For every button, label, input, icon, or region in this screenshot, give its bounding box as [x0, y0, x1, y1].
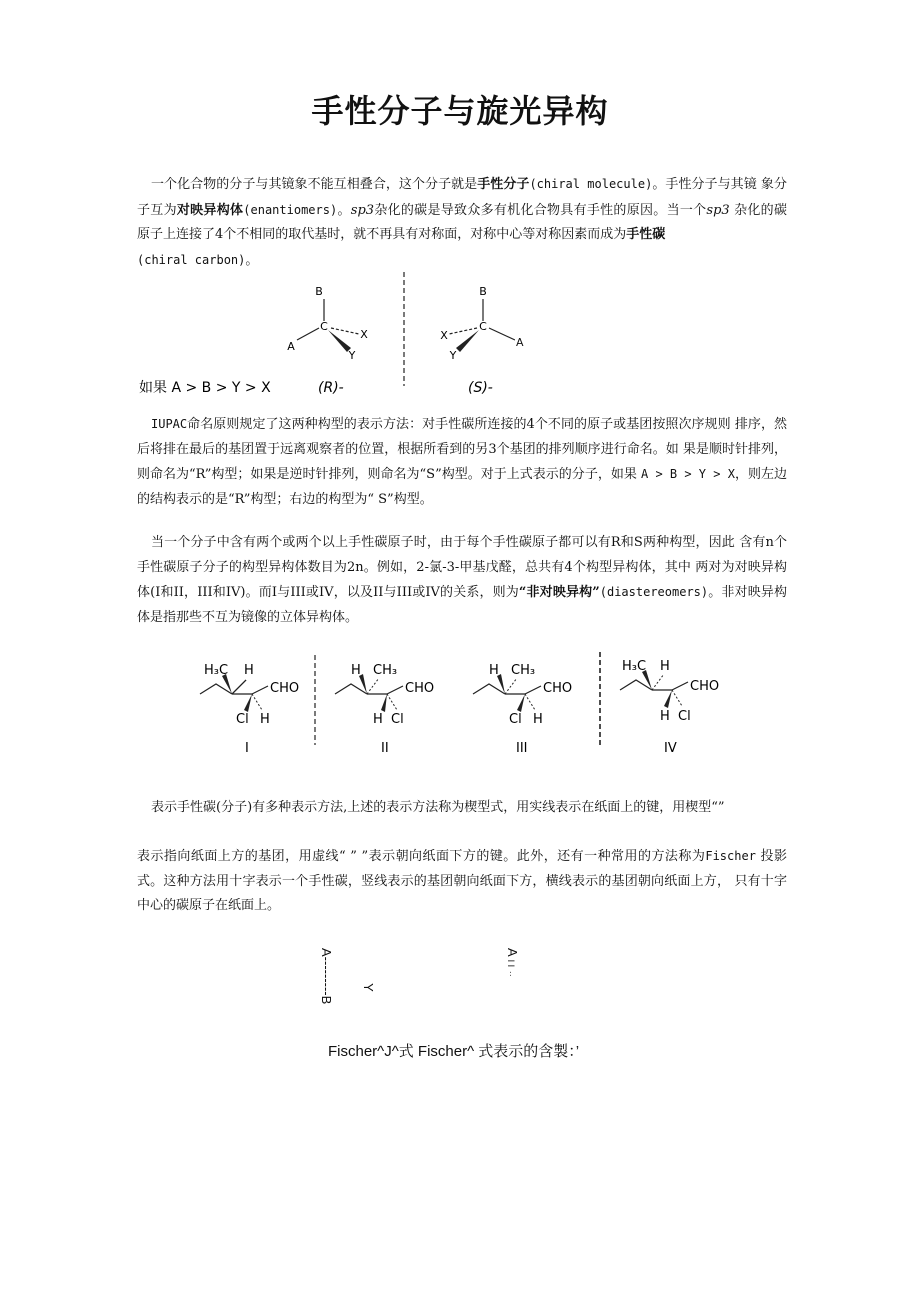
atom-c-left: C: [320, 320, 328, 333]
mol1-group: CHO: [270, 681, 300, 696]
page-title: 手性分子与旋光异构: [311, 92, 609, 130]
paragraph-chiral-molecule: 一个化合物的分子与其镜象不能互相叠合，这个分子就是手性分子(chiral molecule)。手性分子与其镜 象分子互为对映异构体(enantiomers)。sp3杂化的碳是导致众多有机化合物具有手性的原因。当一个sp3 杂化的碳原子上连接了4个不相同的取代基时，就不再具有对称面，对称中心等对称因素而成为手性碳 (chiral carbon)。: [137, 177, 787, 268]
atom-b-left: B: [315, 285, 323, 298]
mol2-group: CHO: [405, 681, 435, 696]
fischer-y-label: Y: [360, 983, 376, 992]
mol3-group: CHO: [543, 681, 573, 696]
atom-a-left: A: [287, 340, 295, 353]
mol3-top-left: H: [489, 663, 499, 678]
mol4-group: CHO: [690, 679, 720, 694]
rs-configuration-figure: [135, 268, 515, 398]
atom-c-right: C: [479, 320, 487, 333]
mol4-bottom-left: H: [660, 709, 670, 724]
mol2-numeral: II: [381, 741, 389, 756]
fischer-right-column: A I I ··: [505, 948, 520, 977]
molecule-IV: [620, 659, 719, 756]
term-diastereomers: “非对映异构”: [518, 585, 600, 600]
mol2-top-right: CH₃: [373, 663, 398, 678]
stereoisomers-figure: [195, 650, 735, 760]
term-chiral-molecule: 手性分子: [477, 177, 530, 192]
mol1-numeral: I: [245, 741, 249, 756]
mol1-top-left: H₃C: [204, 663, 229, 678]
mol1-bottom-right: H: [260, 712, 270, 727]
atom-b-right: B: [479, 285, 487, 298]
molecule-III: [473, 663, 572, 756]
atom-y-right: Y: [449, 349, 457, 362]
mol3-numeral: III: [516, 741, 528, 756]
mol3-top-right: CH₃: [511, 663, 536, 678]
atom-x-right: X: [440, 329, 448, 342]
paragraph-iupac-rules: IUPAC命名原则规定了这两种构型的表示方法：对手性碳所连接的4个不同的原子或基团按照次序规则 排序，然后将排在最后的基团置于远离观察者的位置，根据所看到的另3个基团的排列顺序进行命名。如 果是顺时针排列，则命名为“R”构型；如果是逆时针排列，则命名为“S”构型。对于上式表示的分子，如果 A > B > Y > X，则左边的结构表示的是“R”构型；右边的构型为“ S”构型。: [137, 417, 787, 507]
fischer-caption: Fischer^J^式 Fischer^ 式表示的含製：’: [328, 1043, 580, 1060]
mol3-bottom-right: H: [533, 712, 543, 727]
mol4-top-right: H: [660, 659, 670, 674]
molecule-II: [335, 663, 434, 756]
term-enantiomers: 对映异构体: [176, 202, 244, 218]
molecule-I: [200, 663, 299, 756]
atom-a-right-label: A: [516, 336, 524, 349]
mol4-bottom-right: Cl: [678, 709, 691, 724]
label-s-configuration: (S)-: [468, 380, 493, 396]
label-r-configuration: (R)-: [318, 380, 344, 396]
fischer-left-column: A---------B: [319, 948, 334, 1005]
fischer-figure: [320, 948, 540, 1033]
atom-y-left: Y: [348, 349, 356, 362]
paragraph-fischer-projection: 表示指向纸面上方的基团，用虚线“ ” ”表示朝向纸面下方的键。此外，还有一种常用的方法称为Fischer 投影式。这种方法用十字表示一个手性碳，竖线表示的基团朝向纸面下方，横线表示的基团朝向纸面上方， 只有十字中心的碳原子在纸面上。: [137, 849, 787, 913]
mol2-bottom-right: Cl: [391, 712, 404, 727]
atom-x-left: X: [360, 328, 368, 341]
term-chiral-carbon: 手性碳: [626, 227, 666, 242]
mol4-top-left: H₃C: [622, 659, 647, 674]
mol4-numeral: IV: [664, 741, 677, 756]
paragraph-diastereomers: 当一个分子中含有两个或两个以上手性碳原子时，由于每个手性碳原子都可以有R和S两种构型，因此 含有n个手性碳原子分子的构型异构体数目为2n。例如，2-氯-3-甲基戊醛，总共有4个构型异构体，其中 两对为对映异构体(I和II，III和IV)。而I与III或IV，以及II与III或IV的关系，则为“非对映异构”(diastereomers)。非对映异构体是指那些不互为镜像的立体异构体。: [137, 535, 787, 625]
mol2-top-left: H: [351, 663, 361, 678]
mol3-bottom-left: Cl: [509, 712, 522, 727]
mol2-bottom-left: H: [373, 712, 383, 727]
mol1-top-right: H: [244, 663, 254, 678]
priority-rule: 如果 A > B > Y > X: [139, 380, 271, 396]
mol1-bottom-left: Cl: [236, 712, 249, 727]
paragraph-wedge-notation: 表示手性碳(分子)有多种表示方法,上述的表示方法称为楔型式，用实线表示在纸面上的键，用楔型“”: [151, 800, 725, 815]
